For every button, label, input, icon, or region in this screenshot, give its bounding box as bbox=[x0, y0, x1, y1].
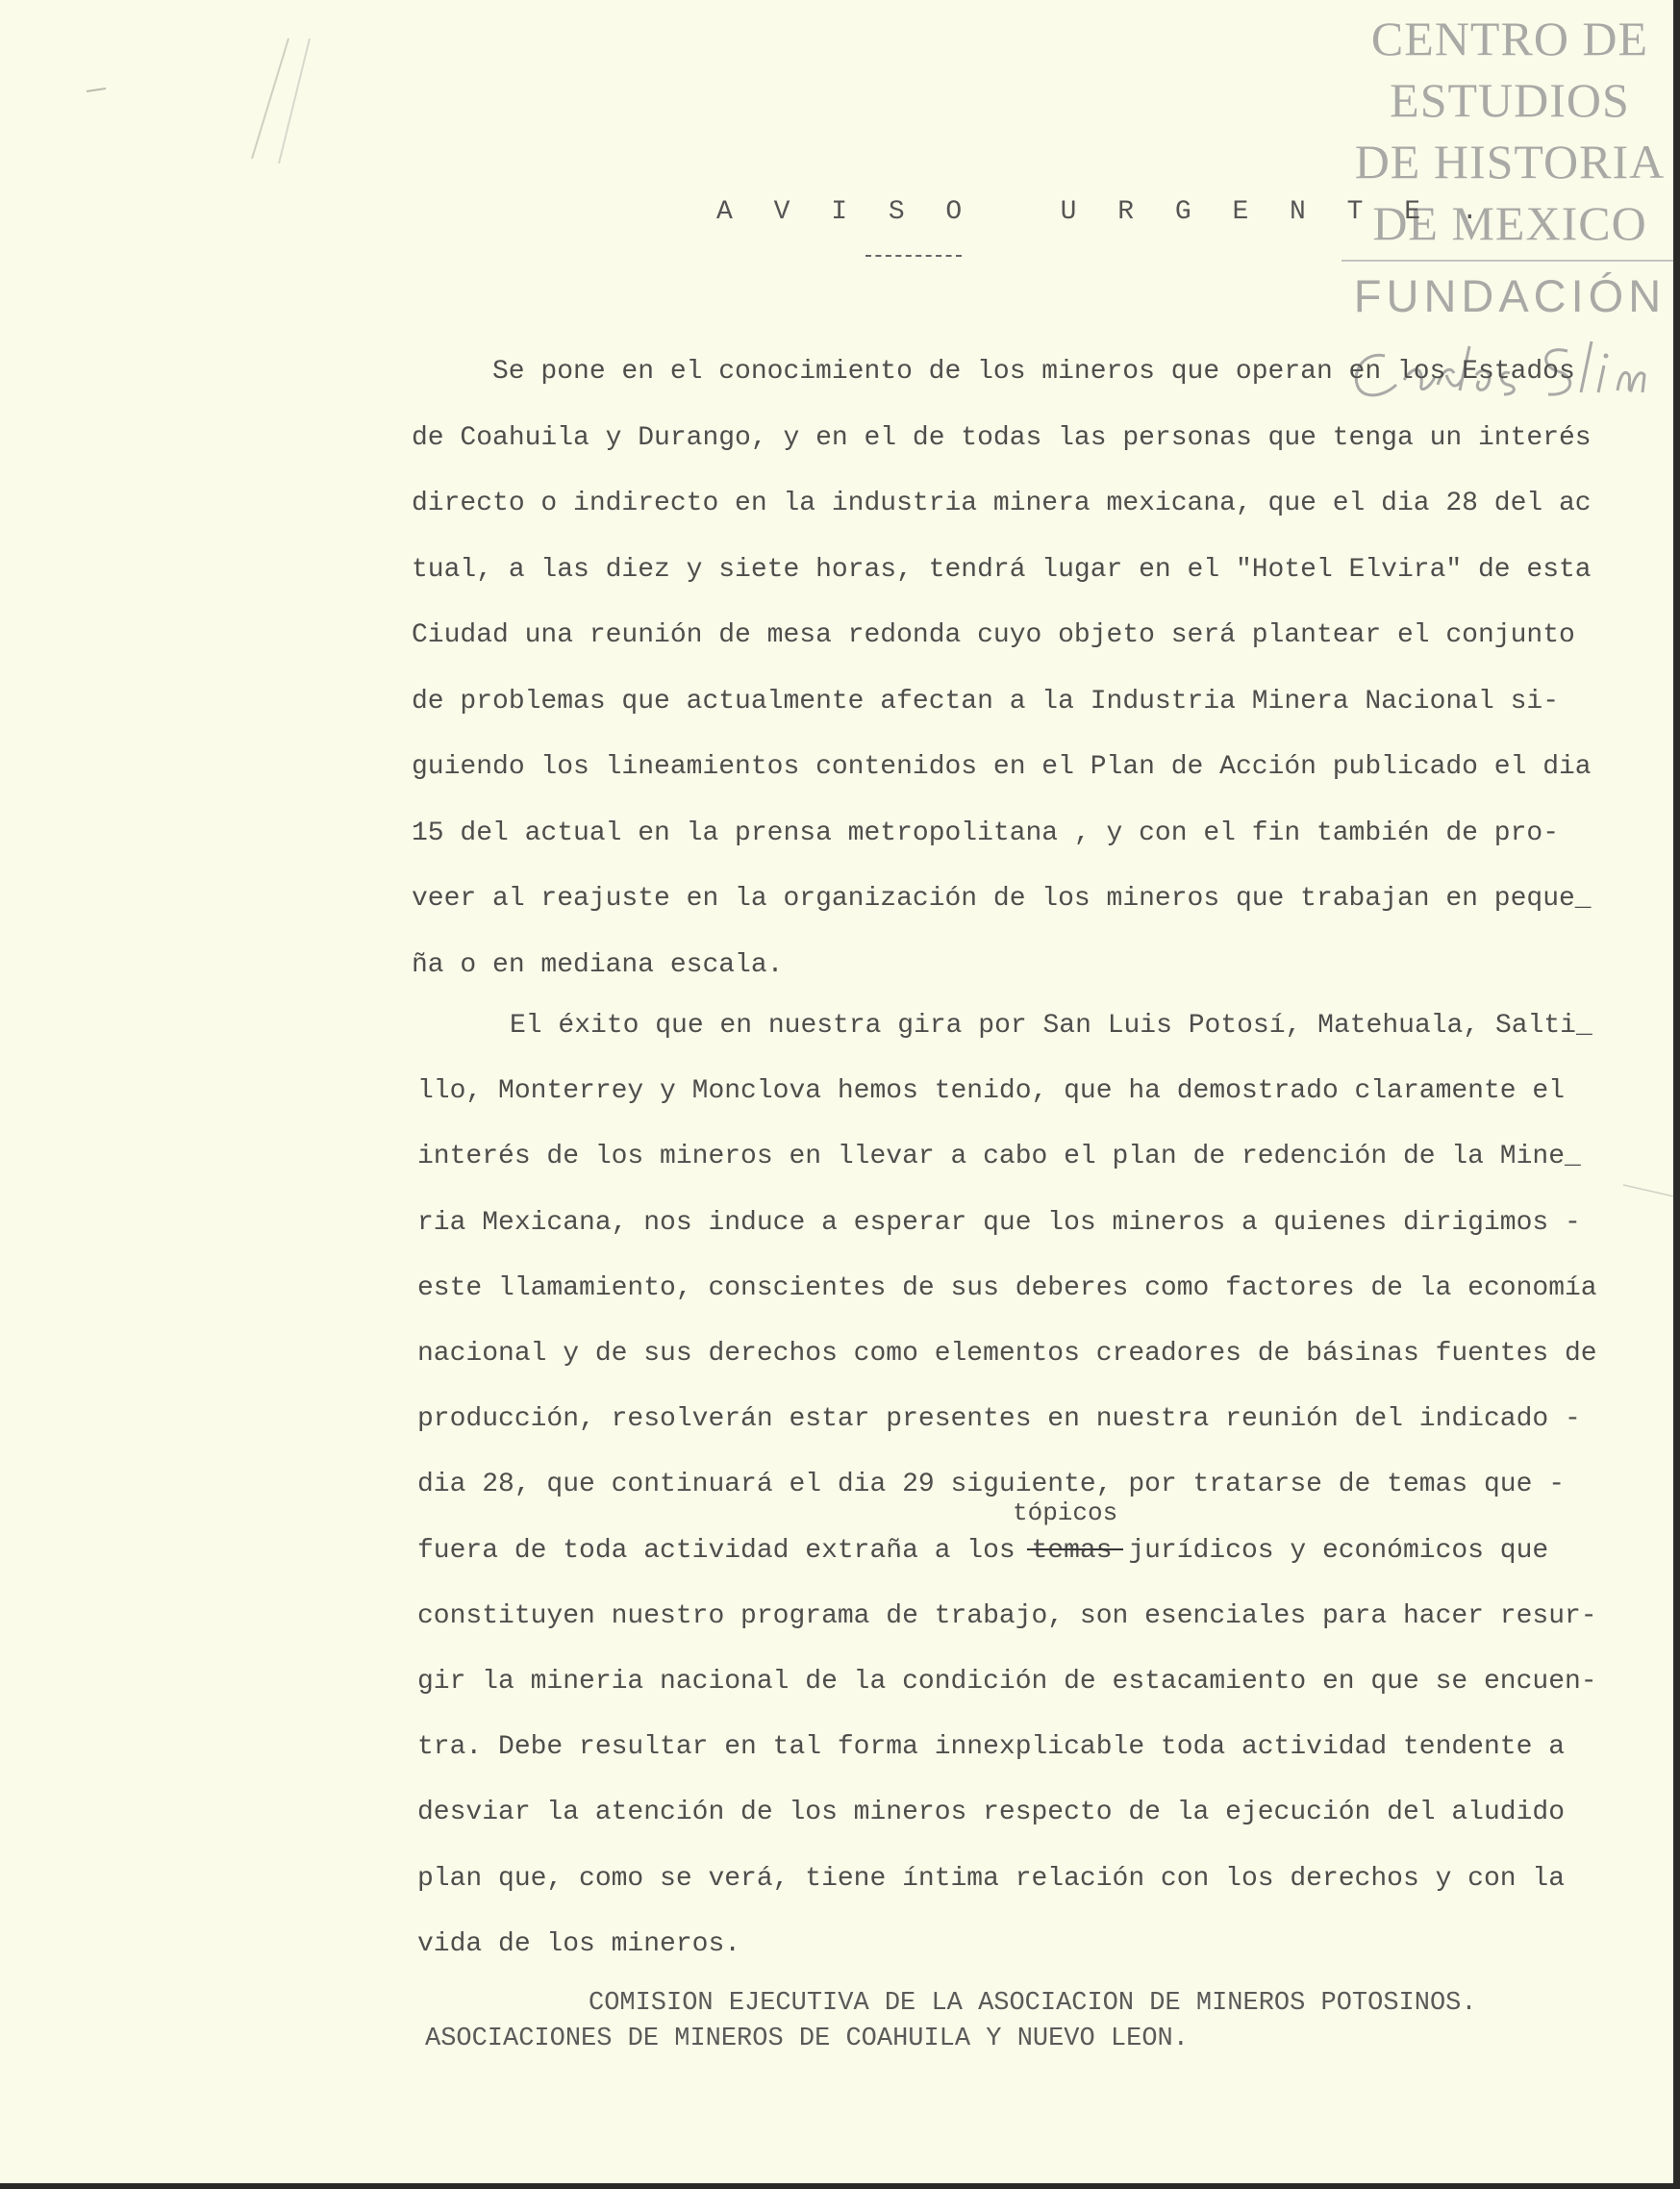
body-line: guiendo los lineamientos contenidos en el Plan de Acción publicado el dia bbox=[412, 752, 1592, 782]
watermark-line: DE MEXICO bbox=[1372, 196, 1647, 250]
signature-line: ASOCIACIONES DE MINEROS DE COAHUILA Y NUEVO LEON. bbox=[425, 2025, 1189, 2053]
body-line: 15 del actual en la prensa metropolitana , y con el fin también de pro- bbox=[412, 818, 1559, 848]
body-line: llo, Monterrey y Monclova hemos tenido, que ha demostrado claramente el bbox=[417, 1076, 1565, 1107]
body-line: fuera de toda actividad extraña a los temas jurídicos y económicos que bbox=[417, 1535, 1549, 1566]
body-line: de problemas que actualmente afectan a la Industria Minera Nacional si- bbox=[412, 686, 1559, 717]
watermark-foundation: FUNDACIÓN bbox=[1353, 270, 1667, 321]
body-line: El éxito que en nuestra gira por San Luis Potosí, Matehuala, Salti_ bbox=[510, 1011, 1592, 1041]
archive-watermark bbox=[1341, 8, 1673, 325]
body-line: plan que, como se verá, tiene íntima relación con los derechos y con la bbox=[417, 1863, 1565, 1894]
watermark-line: ESTUDIOS bbox=[1390, 73, 1630, 127]
document-title: A V I S O U R G E N T E . bbox=[716, 197, 1491, 227]
watermark-line: DE HISTORIA bbox=[1354, 135, 1666, 189]
body-line: vida de los mineros. bbox=[417, 1928, 741, 1959]
body-line: producción, resolverán estar presentes en nuestra reunión del indicado - bbox=[417, 1404, 1581, 1435]
signature-line: COMISION EJECUTIVA DE LA ASOCIACION DE MINEROS POTOSINOS. bbox=[589, 1989, 1477, 2018]
watermark-divider bbox=[1341, 260, 1673, 262]
body-line: ria Mexicana, nos induce a esperar que los mineros a quienes dirigimos - bbox=[417, 1207, 1581, 1238]
title-underline bbox=[865, 255, 962, 257]
body-line: nacional y de sus derechos como elementos creadores de básinas fuentes de bbox=[417, 1339, 1597, 1369]
body-line: directo o indirecto en la industria minera mexicana, que el dia 28 del ac bbox=[412, 489, 1592, 518]
body-line: tual, a las diez y siete horas, tendrá lugar en el "Hotel Elvira" de esta bbox=[412, 554, 1592, 585]
body-line: constituyen nuestro programa de trabajo, son esenciales para hacer resur- bbox=[417, 1600, 1597, 1631]
body-line: Se pone en el conocimiento de los mineros que operan en los Estados bbox=[492, 357, 1575, 387]
body-line: de Coahuila y Durango, y en el de todas las personas que tenga un interés bbox=[412, 422, 1592, 453]
body-line: Ciudad una reunión de mesa redonda cuyo objeto será plantear el conjunto bbox=[412, 620, 1575, 650]
strikethrough-mark bbox=[1027, 1548, 1123, 1550]
body-line: veer al reajuste en la organización de los mineros que trabajan en peque_ bbox=[412, 884, 1592, 914]
body-line: este llamamiento, conscientes de sus deberes como factores de la economía bbox=[417, 1272, 1597, 1303]
body-line: dia 28, que continuará el dia 29 siguiente, por tratarse de temas que - bbox=[417, 1470, 1565, 1500]
body-line: tra. Debe resultar en tal forma innexplicable toda actividad tendente a bbox=[417, 1732, 1565, 1763]
body-line: gir la mineria nacional de la condición de estacamiento en que se encuen- bbox=[417, 1667, 1597, 1697]
watermark-line: CENTRO DE bbox=[1370, 12, 1649, 65]
body-line: interés de los mineros en llevar a cabo el plan de redención de la Mine_ bbox=[417, 1142, 1581, 1172]
body-line: desviar la atención de los mineros respecto de la ejecución del aludido bbox=[417, 1798, 1565, 1828]
body-line: ña o en mediana escala. bbox=[412, 949, 784, 980]
handwritten-correction: tópicos bbox=[1013, 1498, 1118, 1527]
